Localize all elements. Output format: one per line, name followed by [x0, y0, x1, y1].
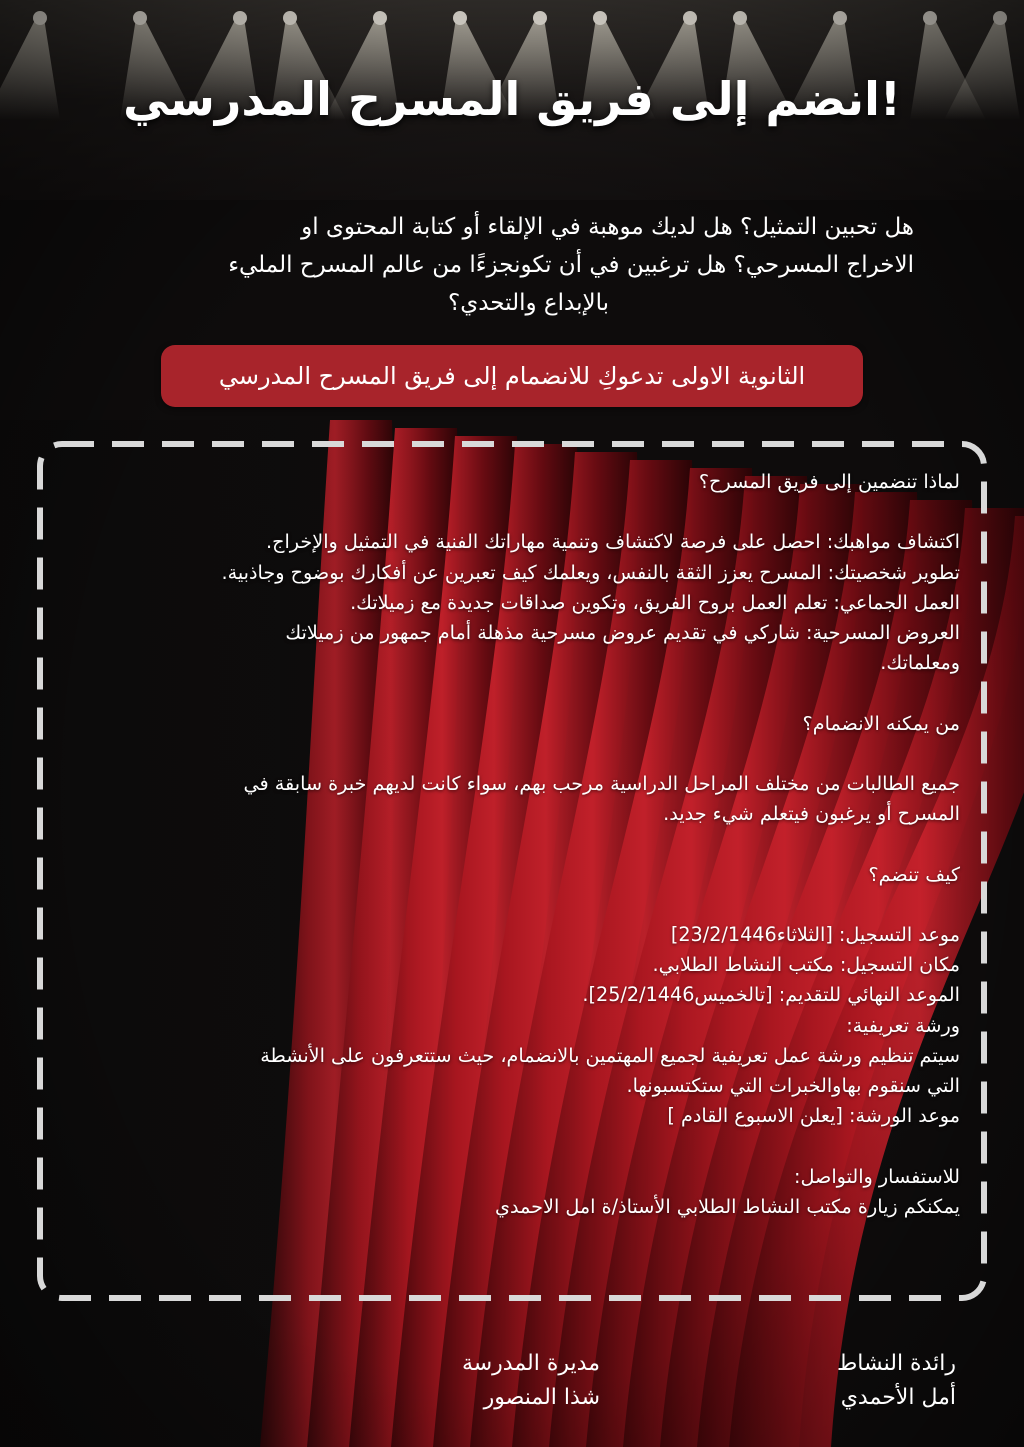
intro-paragraph [110, 208, 914, 322]
section-heading-how-to-join: كيف تنضم؟ [868, 862, 960, 886]
contact-text: يمكنكم زيارة مكتب النشاط الطلابي الأستاذ/ة امل الاحمدي [494, 1194, 960, 1218]
signature-principal [462, 1347, 600, 1415]
blank-line [70, 829, 960, 859]
signature-role: رائدة النشاط [836, 1351, 956, 1376]
signature-activity-leader [837, 1347, 956, 1415]
details-section [70, 467, 960, 1222]
benefit-item: العروض المسرحية: شاركي في تقديم عروض مسرحية مذهلة أمام جمهور من زميلاتك [285, 621, 960, 644]
signature-name: شذا المنصور [483, 1385, 600, 1410]
eligibility-text: جميع الطالبات من مختلف المراحل الدراسية مرحب بهم، سواء كانت لديهم خبرة سابقة في [243, 771, 960, 795]
blank-line [70, 497, 960, 527]
blank-line [70, 678, 960, 708]
intro-line: الاخراج المسرحي؟ هل ترغبين في أن تكونجزءًا من عالم المسرح المليء [228, 252, 914, 278]
registration-place: مكان التسجيل: مكتب النشاط الطلابي. [652, 953, 960, 977]
blank-line [70, 739, 960, 769]
benefit-item: اكتشاف مواهبك: احصل على فرصة لاكتشاف وتنمية مهاراتك الفنية في التمثيل والإخراج. [265, 530, 960, 554]
eligibility-text: المسرح أو يرغبون فيتعلم شيء جديد. [663, 802, 960, 826]
blank-line [70, 890, 960, 920]
section-heading-who-can-join: من يمكنه الانضمام؟ [802, 711, 960, 735]
benefit-item: العمل الجماعي: تعلم العمل بروح الفريق، وتكوين صداقات جديدة مع زميلاتك. [350, 590, 960, 614]
section-heading-why-join: لماذا تنضمين إلى فريق المسرح؟ [698, 470, 960, 493]
registration-date: موعد التسجيل: [الثلاثاء23/2/1446] [670, 922, 960, 946]
benefit-item-continued: ومعلماتك. [880, 651, 960, 675]
contact-heading: للاستفسار والتواصل: [794, 1164, 960, 1188]
blank-line [70, 1131, 960, 1161]
deadline: الموعد النهائي للتقديم: [تالخميس25/2/1446]. [582, 983, 960, 1007]
benefit-item: تطوير شخصيتك: المسرح يعزز الثقة بالنفس، ويعلمك كيف تعبرين عن أفكارك بوضوح وجاذبية. [221, 560, 960, 584]
workshop-heading: ورشة تعريفية: [846, 1013, 960, 1037]
intro-line: بالإبداع والتحدي؟ [448, 290, 609, 316]
workshop-description: سيتم تنظيم ورشة عمل تعريفية لجميع المهتمين بالانضمام، حيث ستتعرفون على الأنشطة [260, 1043, 960, 1067]
workshop-date: موعد الورشة: [يعلن الاسبوع القادم ] [667, 1104, 960, 1128]
page-title: انضم إلى فريق المسرح المدرسي! [123, 72, 901, 126]
signature-role: مديرة المدرسة [461, 1351, 600, 1376]
intro-line: هل تحبين التمثيل؟ هل لديك موهبة في الإلقاء أو كتابة المحتوى او [301, 214, 914, 240]
workshop-description: التي سنقوم بهاوالخبرات التي ستكتسبونها. [626, 1073, 960, 1097]
signature-name: أمل الأحمدي [840, 1385, 956, 1410]
invitation-banner: الثانوية الاولى تدعوكِ للانضمام إلى فريق المسرح المدرسي [161, 345, 863, 407]
